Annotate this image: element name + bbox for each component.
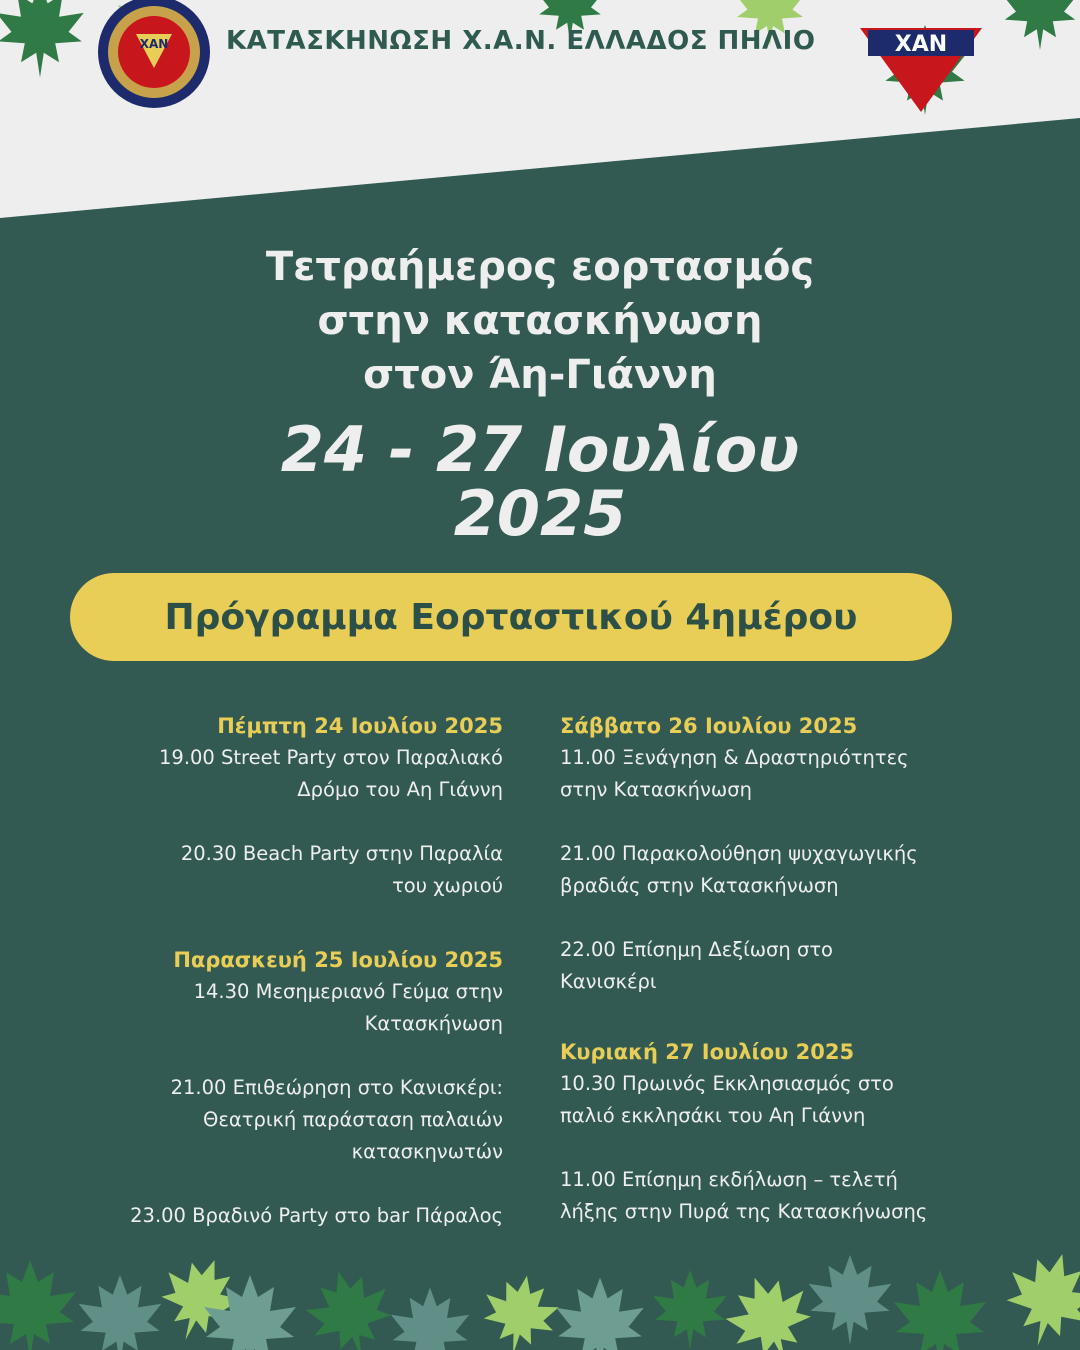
schedule-event: 21.00 Παρακολούθηση ψυχαγωγικής βραδιάς στην Κατασκήνωση: [560, 842, 918, 897]
day-title: Κυριακή 27 Ιουλίου 2025: [560, 1040, 855, 1064]
maple-leaf-icon: [298, 1261, 401, 1350]
program-banner-label: Πρόγραμμα Εορταστικού 4ημέρου: [164, 596, 858, 638]
day-block: [60, 944, 503, 1232]
maple-leaf-icon: [477, 1269, 563, 1350]
xan-triangle-icon: [846, 0, 996, 120]
schedule-left-column: [60, 710, 503, 1264]
day-block: [560, 710, 980, 998]
schedule-event: 22.00 Επίσημη Δεξίωση στο Κανισκέρι: [560, 938, 833, 993]
headline-line: στον Άη-Γιάννη: [363, 352, 717, 398]
xan-emblem-icon: [92, 0, 216, 112]
schedule-event: 20.30 Beach Party στην Παραλία του χωριού: [180, 842, 503, 897]
program-banner: [70, 573, 952, 661]
maple-leaf-icon: [556, 1278, 643, 1350]
schedule-event: 11.00 Επίσημη εκδήλωση – τελετή λήξης στην Πυρά της Κατασκήνωσης: [560, 1168, 928, 1223]
day-title: Σάββατο 26 Ιουλίου 2025: [560, 714, 858, 738]
maple-leaf-icon: [995, 1243, 1080, 1350]
maple-leaf-icon: [894, 1270, 986, 1350]
event-dates: [160, 413, 920, 550]
day-title: Πέμπτη 24 Ιουλίου 2025: [217, 714, 503, 738]
svg-text:XAN: XAN: [894, 32, 948, 57]
maple-leaf-icon: [391, 1288, 469, 1350]
maple-leaf-icon: [653, 1270, 727, 1350]
maple-leaf-icon: [809, 1255, 892, 1345]
svg-text:XAN: XAN: [139, 37, 169, 51]
headline-line: στην κατασκήνωση: [317, 298, 763, 344]
headline: [160, 240, 920, 402]
date-range: 24 - 27 Ιουλίου: [280, 413, 800, 486]
schedule-event: 14.30 Μεσημεριανό Γεύμα στην Κατασκήνωση: [193, 980, 503, 1035]
date-year: 2025: [453, 477, 627, 550]
schedule-event: 10.30 Πρωινός Εκκλησιασμός στο παλιό εκκλησάκι του Αη Γιάννη: [560, 1072, 894, 1127]
schedule-event: 11.00 Ξενάγηση & Δραστηριότητες στην Κατασκήνωση: [560, 746, 909, 801]
maple-leaf-icon: [716, 1264, 825, 1350]
maple-leaf-icon: [0, 1260, 76, 1350]
maple-leaf-icon: [79, 1275, 162, 1350]
header-title: ΚΑΤΑΣΚΗΝΩΣΗ Χ.Α.Ν. ΕΛΛΑΔΟΣ ΠΗΛΙΟ: [226, 26, 816, 56]
schedule-event: 19.00 Street Party στον Παραλιακό Δρόμο του Αη Γιάννη: [159, 746, 503, 801]
headline-line: Τετραήμερος εορτασμός: [265, 244, 815, 290]
day-block: [60, 710, 503, 902]
day-block: [560, 1036, 980, 1228]
day-title: Παρασκευή 25 Ιουλίου 2025: [173, 948, 503, 972]
schedule-right-column: [560, 710, 980, 1260]
schedule-event: 21.00 Επιθεώρηση στο Κανισκέρι: Θεατρική παράσταση παλαιών κατασκηνωτών: [170, 1076, 503, 1163]
schedule-event: 23.00 Βραδινό Party στο bar Πάραλος: [130, 1204, 503, 1227]
